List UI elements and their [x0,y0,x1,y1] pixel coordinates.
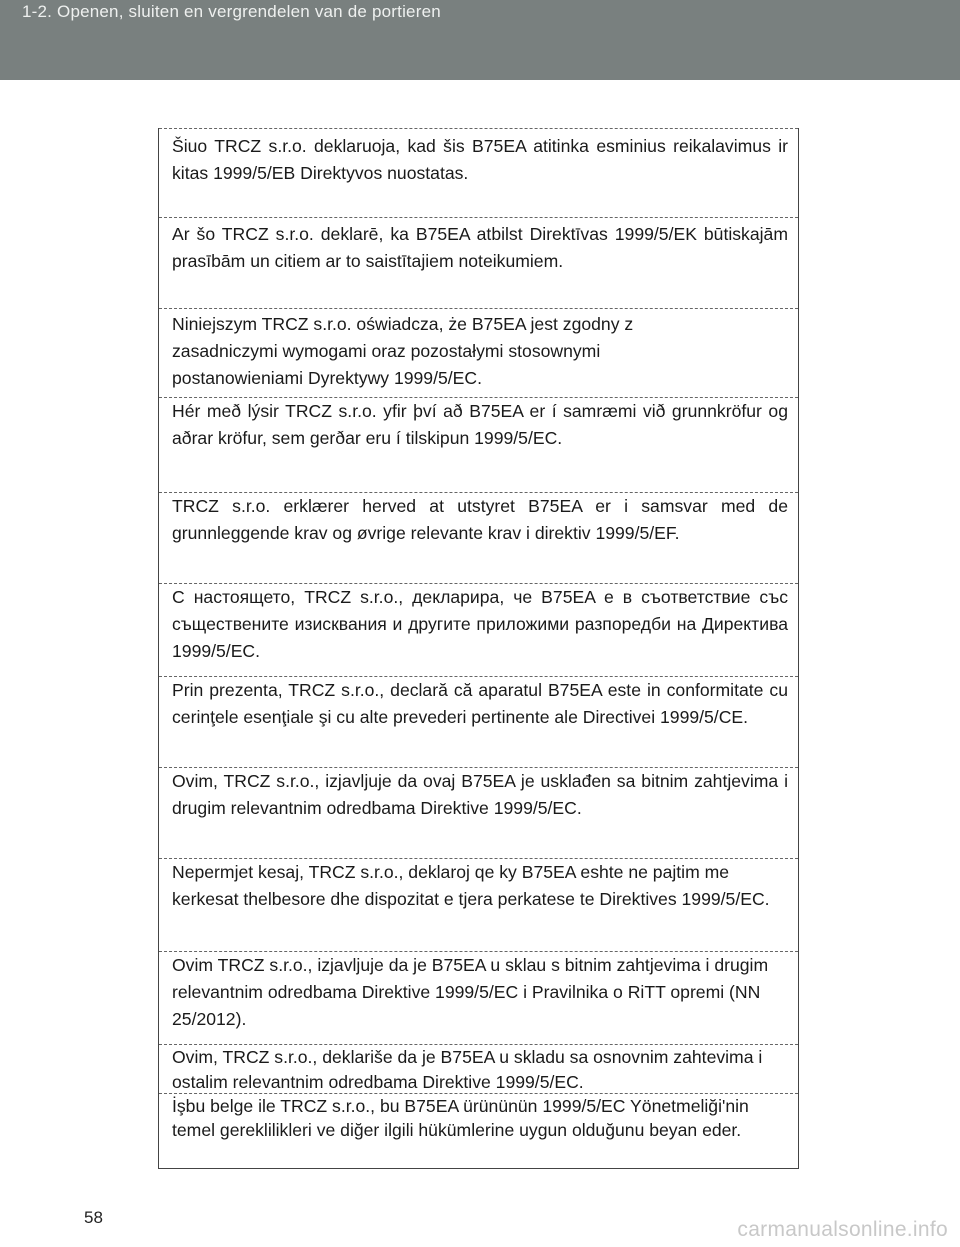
declaration-row-lt [159,128,798,217]
declaration-text-bg: С настоящето, TRCZ s.r.o., декларира, че B75EA е в съответствие със съществените изисквания и другите приложими разпоредби на Директива 1999/5/EC. [172,587,788,661]
declaration-text-lt: Šiuo TRCZ s.r.o. deklaruoja, kad šis B75EA atitinka esminius reikalavimus ir kitas 1999/5/EB Direktyvos nuostatas. [172,136,788,183]
declaration-row-is [159,397,798,492]
declaration-text-no: TRCZ s.r.o. erklærer herved at utstyret B75EA er i samsvar med de grunnleggende krav og øvrige relevante krav i direktiv 1999/5/EF. [172,496,788,543]
declaration-text-tr: İşbu belge ile TRCZ s.r.o., bu B75EA ürününün 1999/5/EC Yönetmeliği'nin temel gereklilikleri ve diğer ilgili hükümlerine uygun olduğunu beyan eder. [172,1096,749,1140]
declaration-row-hr [159,767,798,858]
declaration-row-hr-2 [159,951,798,1044]
declaration-row-ro [159,676,798,767]
declaration-text-pl: Niniejszym TRCZ s.r.o. oświadcza, że B75EA jest zgodny z zasadniczymi wymogami oraz pozostałymi stosownymi postanowieniami Dyrektywy 1999/5/EC. [172,314,634,388]
declarations-table [158,128,799,1169]
declaration-text-ro: Prin prezenta, TRCZ s.r.o., declară că aparatul B75EA este in conformitate cu cerinţele esenţiale şi cu alte prevederi pertinente ale Directivei 1999/5/CE. [172,680,788,727]
declaration-row-pl [159,308,798,397]
declaration-text-is: Hér með lýsir TRCZ s.r.o. yfir því að B75EA er í samræmi við grunnkröfur og aðrar kröfur, sem gerðar eru í tilskipun 1999/5/EC. [172,401,788,448]
declaration-row-bg [159,583,798,676]
declaration-text-hr-2: Ovim TRCZ s.r.o., izjavljuje da je B75EA u sklau s bitnim zahtjevima i drugim relevantnim odredbama Direktive 1999/5/EC i Pravilnika o RiTT opremi (NN 25/2012). [172,955,769,1029]
declaration-text-sq: Nepermjet kesaj, TRCZ s.r.o., deklaroj qe ky B75EA eshte ne pajtim me kerkesat thelbesore dhe dispozitat e tjera perkatese te Direktives 1999/5/EC. [172,862,770,909]
declaration-row-no [159,492,798,583]
declaration-row-sq [159,858,798,951]
header-bar [0,0,960,80]
declaration-row-lv [159,217,798,308]
declaration-row-sr [159,1044,798,1093]
page-number: 58 [84,1208,103,1227]
watermark: carmanualsonline.info [737,1218,948,1241]
declaration-text-lv: Ar šo TRCZ s.r.o. deklarē, ka B75EA atbilst Direktīvas 1999/5/EK būtiskajām prasībām un citiem ar to saistītajiem noteikumiem. [172,224,788,271]
declaration-row-tr [159,1093,798,1168]
section-title: 1-2. Openen, sluiten en vergrendelen van de portieren [22,2,441,21]
declaration-text-sr: Ovim, TRCZ s.r.o., deklariše da je B75EA u skladu sa osnovnim zahtevima i ostalim relevantnim odredbama Direktive 1999/5/EC. [172,1047,763,1092]
declaration-text-hr: Ovim, TRCZ s.r.o., izjavljuje da ovaj B75EA je usklađen sa bitnim zahtjevima i drugim relevantnim odredbama Direktive 1999/5/EC. [172,771,788,818]
